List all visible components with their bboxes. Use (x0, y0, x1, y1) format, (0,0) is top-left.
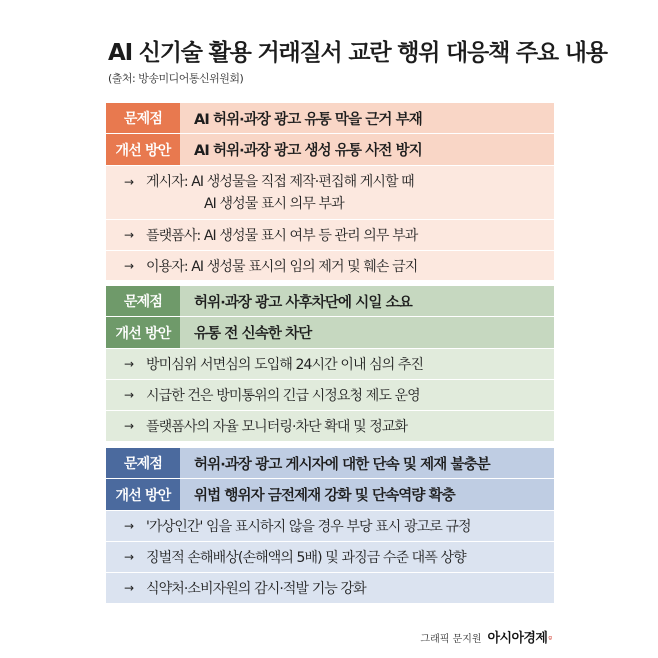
sub-item-text: 플랫폼사: AI 생성물 표시 여부 등 관리 의무 부과 (146, 228, 418, 244)
sub-item-line (124, 171, 414, 193)
sub-item-text: 징벌적 손해배상(손해액의 5배) 및 과징금 수준 대폭 상향 (146, 550, 466, 566)
sub-item (106, 380, 554, 411)
arrow-icon: → (124, 357, 134, 371)
sub-item-text: 플랫폼사의 자율 모니터링·차단 확대 및 정교화 (146, 419, 408, 435)
sub-item (106, 411, 554, 442)
arrow-icon: → (124, 228, 134, 242)
arrow-icon: → (124, 258, 134, 273)
problem-label: 문제점 (106, 103, 180, 133)
sub-item (106, 349, 554, 380)
sub-item-text: 이용자: AI 생성물 표시의 임의 제거 및 훼손 금지 (146, 258, 418, 275)
sub-item-text: '가상인간' 임을 표시하지 않을 경우 부당 표시 광고로 규정 (146, 519, 471, 535)
plan-text: 위법 행위자 금전제재 강화 및 단속역량 확충 (194, 488, 455, 504)
sub-item-text: 시급한 건은 방미통위의 긴급 시정요청 제도 운영 (146, 388, 420, 404)
source-note: (출처: 방송미디어통신위원회) (108, 72, 244, 85)
problem-text: 허위·과장 광고 게시자에 대한 단속 및 제재 불충분 (194, 456, 490, 473)
plan-row (106, 479, 554, 511)
arrow-icon: → (124, 388, 134, 402)
plan-label: 개선 방안 (106, 479, 180, 510)
problem-row (106, 448, 554, 479)
brand-logo: 아시아경제 (487, 631, 548, 646)
plan-text: 유통 전 신속한 차단 (194, 326, 312, 342)
arrow-icon: → (124, 419, 134, 433)
plan-text: AI 허위·과장 광고 생성 유통 사전 방지 (194, 143, 422, 159)
credit-prefix: 그래픽 문지원 (420, 634, 482, 645)
problem-text: AI 허위·과장 광고 유통 막을 근거 부재 (194, 111, 422, 128)
problem-text: 허위·과장 광고 사후차단에 시일 소요 (194, 294, 412, 311)
sub-item-line2: AI 생성물 표시 의무 부과 (204, 195, 344, 212)
problem-row (106, 103, 554, 134)
problem-label: 문제점 (106, 286, 180, 316)
plan-row (106, 317, 554, 349)
brand-mark-icon: ᵍ (548, 635, 552, 645)
sub-item (106, 542, 554, 573)
plan-row (106, 134, 554, 166)
problem-label: 문제점 (106, 448, 180, 478)
sub-item (106, 166, 554, 220)
sub-item-text: 식약처·소비자원의 감시·적발 기능 강화 (146, 581, 366, 597)
sub-item (106, 573, 554, 604)
sub-item (106, 251, 554, 281)
arrow-icon: → (124, 550, 134, 564)
sub-item (106, 511, 554, 542)
credit (420, 627, 552, 646)
arrow-icon: → (124, 174, 134, 189)
sub-item-text: 방미심위 서면심의 도입해 24시간 이내 심의 추진 (146, 357, 424, 373)
problem-row (106, 286, 554, 317)
sub-item-text: 게시자: AI 생성물을 직접 제작·편집해 게시할 때 (146, 173, 414, 190)
arrow-icon: → (124, 581, 134, 595)
plan-label: 개선 방안 (106, 134, 180, 165)
page-title: AI 신기술 활용 거래질서 교란 행위 대응책 주요 내용 (108, 40, 607, 66)
plan-label: 개선 방안 (106, 317, 180, 348)
arrow-icon: → (124, 519, 134, 533)
sub-item (106, 220, 554, 251)
